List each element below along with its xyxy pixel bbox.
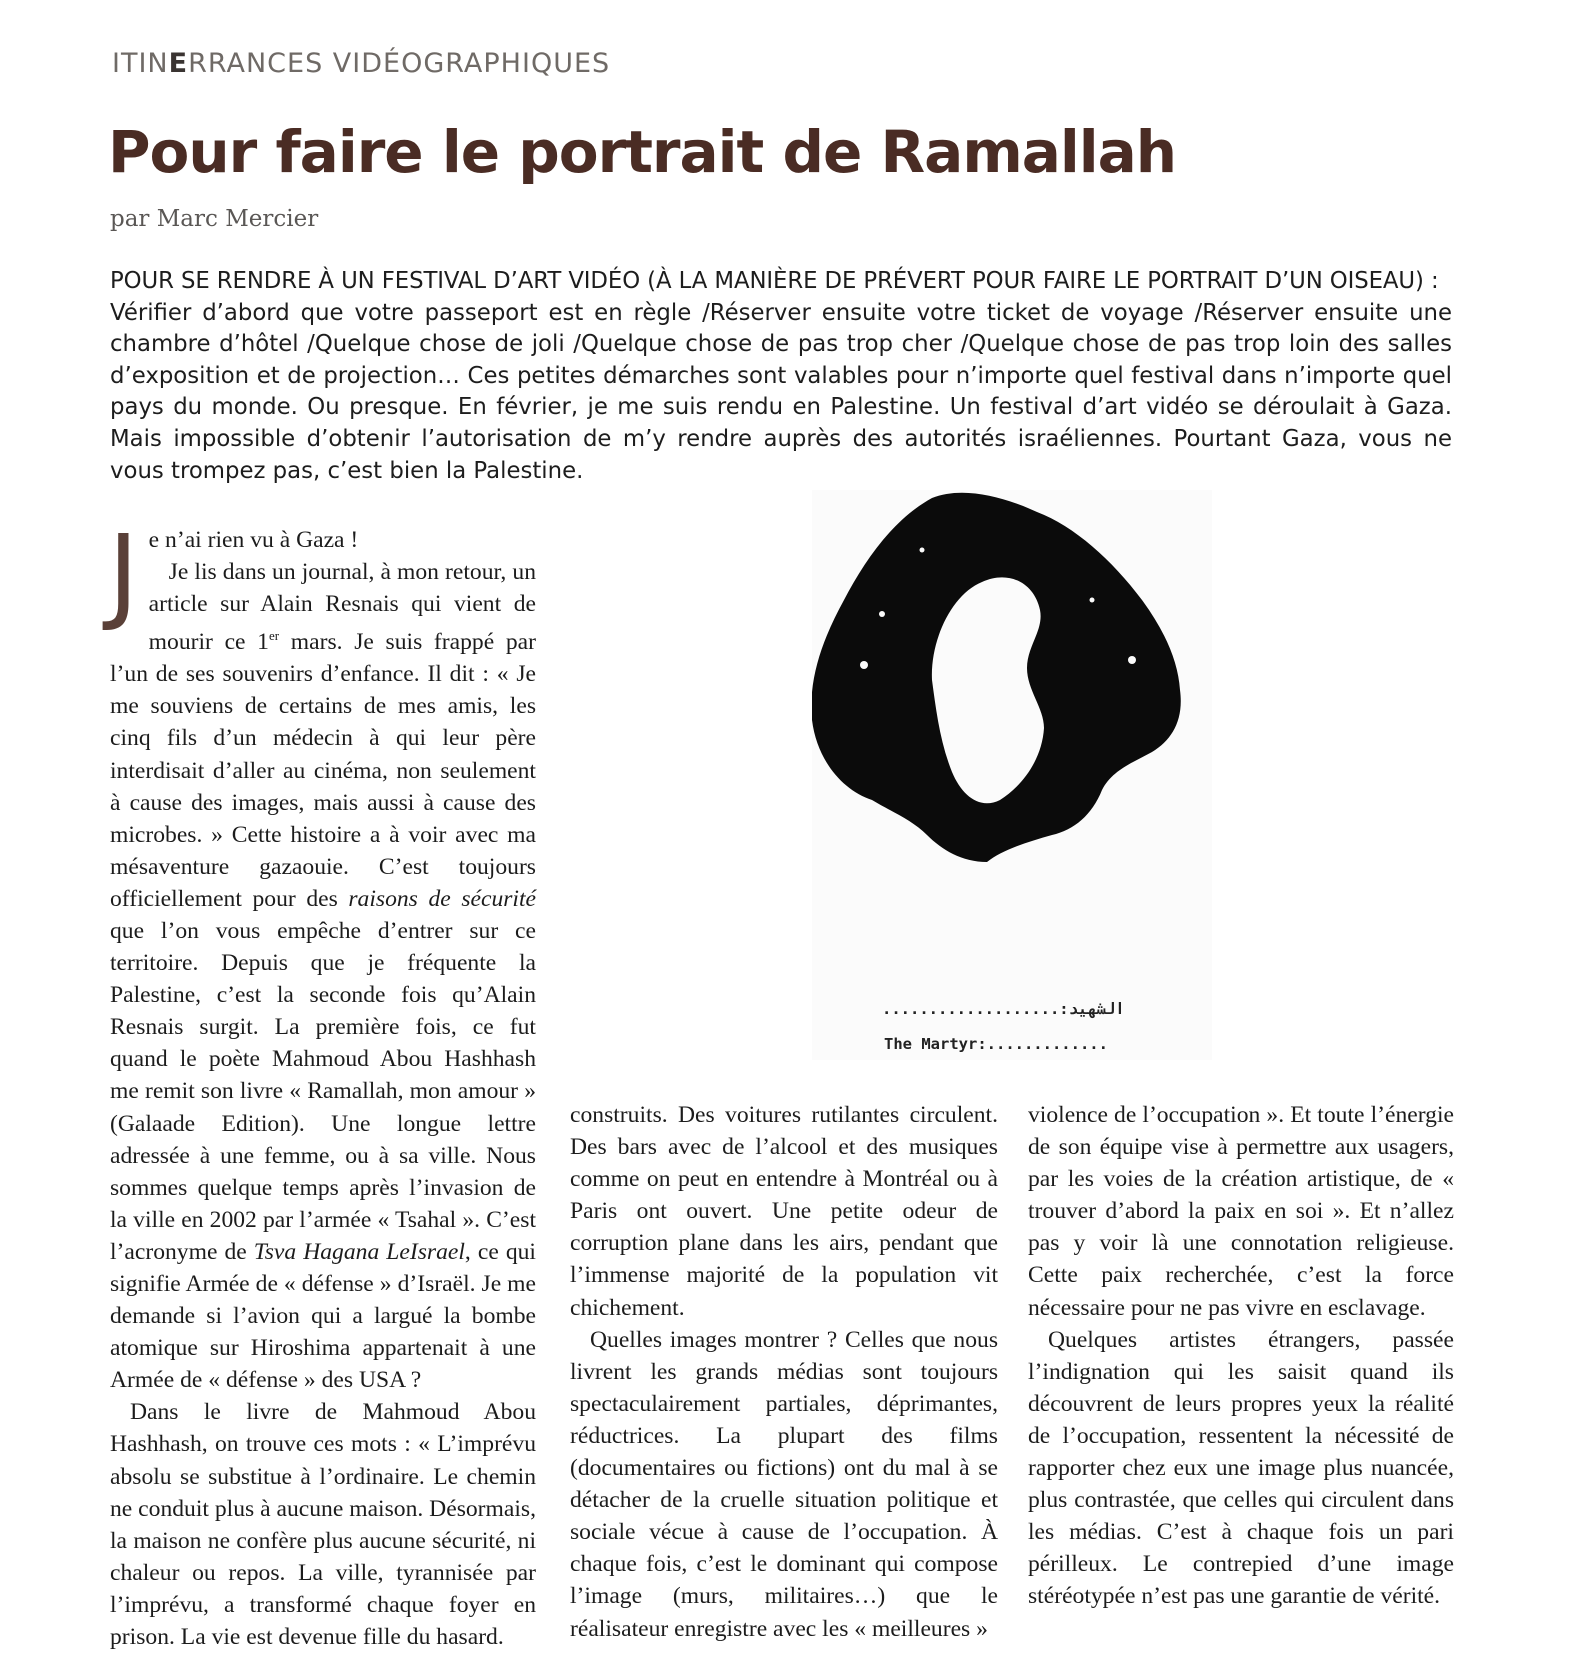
drop-cap: J [108, 512, 139, 634]
paragraph: violence de l’occupation ». Et toute l’énergie de son équipe vise à permettre aux usagers, par les voies de la création artistique, de « trouver d’abord la paix en soi ». Et n’allez pas y voir là une connotation religieuse. Cette paix recherchée, c’est la force nécessaire pour ne pas vivre en esclavage. [1028, 1102, 1454, 1321]
paragraph: Dans le livre de Mahmoud Abou Hashhash, on trouve ces mots : « L’imprévu absolu se substitue à l’ordinaire. Le chemin ne conduit plus à aucune maison. Désormais, la maison ne confère plus aucune sécurité, ni chaleur ou repos. La ville, tyrannisée par l’imprévu, a transformé chaque foyer en prison. La vie est devenue fille du hasard. [110, 1399, 536, 1651]
article-column-2 [570, 1099, 998, 1645]
article-column-3 [1028, 1099, 1454, 1613]
byline: par Marc Mercier [110, 206, 319, 232]
section-label [112, 48, 610, 79]
martyr-figure [812, 490, 1212, 1060]
opening-line: e n’ai rien vu à Gaza ! [148, 527, 359, 553]
text-run: que l’on vous empêche d’entrer sur ce territoire. Depuis que je fréquente la Palestine, c’est la seconde fois qu’Alain Resnais surgit. La première fois, ce fut quand le poète Mahmoud Abou Hashhash me remit son livre « Ramallah, mon amour » (Galaade Edition). Une longue lettre adressée à une femme, ou à sa ville. Nous sommes quelque temps après l’invasion de la ville en 2002 par l’armée « Tsahal ». C’est l’acronyme de [110, 917, 536, 1265]
superscript: er [268, 628, 280, 644]
figure-label-arabic: ...................:الشهيد [882, 1000, 1125, 1018]
figure-label-english: The Martyr:............. [884, 1035, 1108, 1053]
text-run: mars. Je suis frappé par l’un de ses souvenirs d’enfance. Il dit : « Je me souviens de certains de mes amis, les cinq fils d’un médecin à qui leur père interdisait d’aller au cinéma, non seulement à cause des images, mais aussi à cause des microbes. » Cette histoire a à voir avec ma mésaventure gazaouie. C’est toujours officiellement pour des [110, 629, 536, 912]
ink-speck [1128, 656, 1136, 664]
section-label-highlight: E [168, 48, 189, 79]
section-label-suffix: RRANCES VIDÉOGRAPHIQUES [188, 48, 611, 79]
ink-speck [1090, 598, 1095, 603]
paragraph [110, 556, 536, 1396]
intro-chapeau [110, 266, 1452, 487]
ink-ring-image [812, 490, 1212, 990]
text-run: Je lis dans un journal, à mon retour, un article sur Alain Resnais qui vient de mourir ce 1 [148, 559, 536, 656]
section-label-prefix: ITIN [112, 48, 169, 79]
paragraph: Quelques artistes étrangers, passée l’indignation qui les saisit quand ils découvrent de leurs propres yeux la réalité de l’occupation, ressentent la nécessité de rapporter chez eux une image plus nuancée, plus contrastée, que celles qui circulent dans les médias. C’est à chaque fois un pari périlleux. Le contrepied d’une image stéréotypée n’est pas une garantie de vérité. [1028, 1326, 1454, 1610]
article-column-1 [108, 512, 536, 1653]
ink-speck [860, 661, 868, 669]
text-run: , ce qui signifie Armée de « défense » d’Israël. Je me demande si l’avion qui a largué la bombe atomique sur Hiroshima appartenait à une Armée de « défense » des USA ? [110, 1238, 536, 1394]
intro-lead: POUR SE RENDRE À UN FESTIVAL D’ART VIDÉO (À LA MANIÈRE DE PRÉVERT POUR FAIRE LE PORTRAIT D’UN OISEAU) : [110, 268, 1439, 294]
ink-ring-shape [812, 493, 1181, 862]
emphasis: raisons de sécurité [348, 885, 536, 912]
emphasis: Tsva Hagana LeIsrael [253, 1238, 465, 1265]
paragraph: Quelles images montrer ? Celles que nous livrent les grands médias sont toujours spectaculairement partiales, déprimantes, réductrices. La plupart des films (documentaires ou fictions) ont du mal à se détacher de la cruelle situation politique et sociale vécue à cause de l’occupation. À chaque fois, c’est le dominant qui compose l’image (murs, militaires…) que le réalisateur enregistre avec les « meilleures » [570, 1326, 998, 1642]
article-title: Pour faire le portrait de Ramallah [108, 118, 1177, 186]
ink-speck [879, 611, 885, 617]
paragraph: construits. Des voitures rutilantes circulent. Des bars avec de l’alcool et des musiques comme on peut en entendre à Montréal ou à Paris ont ouvert. Une petite odeur de corruption plane dans les airs, pendant que l’immense majorité de la population vit chichement. [570, 1102, 998, 1321]
intro-body: Vérifier d’abord que votre passeport est en règle /Réserver ensuite votre ticket de voyage /Réserver ensuite une chambre d’hôtel /Quelque chose de joli /Quelque chose de pas trop cher /Quelque chose de pas trop loin des salles d’exposition et de projection… Ces petites démarches sont valables pour n’importe quel festival dans n’importe quel pays du monde. Ou presque. En février, je me suis rendu en Palestine. Un festival d’art vidéo se déroulait à Gaza. Mais impossible d’obtenir l’autorisation de m’y rendre auprès des autorités israéliennes. Pourtant Gaza, vous ne vous trompez pas, c’est bien la Palestine. [110, 299, 1452, 484]
ink-speck [920, 548, 925, 553]
